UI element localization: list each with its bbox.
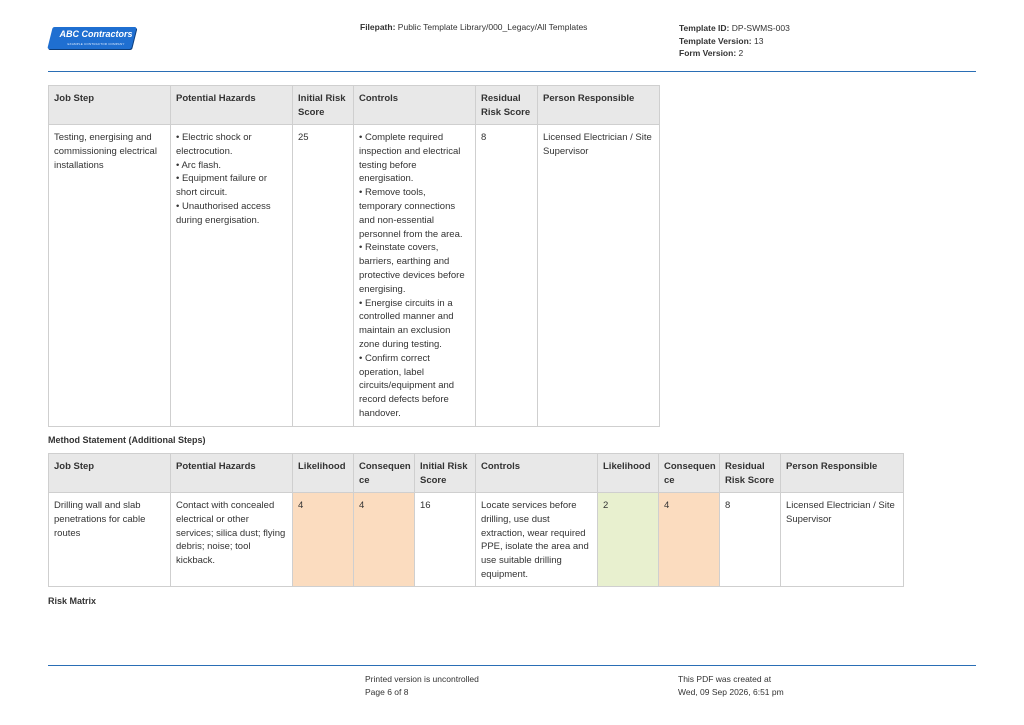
created-label: This PDF was created at [678, 674, 772, 684]
form-version-value: 2 [738, 48, 744, 58]
logo-subtext: EXAMPLE CONTRACTOR COMPANY [67, 42, 125, 46]
list-item: • Unauthorised access during energisation. [176, 200, 287, 228]
cell-initial-risk: 25 [293, 125, 354, 427]
table-header-row [49, 86, 660, 125]
hazard-list [176, 131, 287, 228]
cell-job-step: Testing, energising and commissioning electrical installations [49, 125, 171, 427]
col-controls: Controls [354, 86, 476, 125]
cell-consequence-initial: 4 [354, 493, 415, 587]
cell-hazards [171, 125, 293, 427]
form-version-label: Form Version: [679, 48, 737, 58]
cell-likelihood-initial: 4 [293, 493, 354, 587]
form-version [679, 47, 790, 60]
col-controls: Controls [476, 454, 598, 493]
list-item: • Remove tools, temporary connections and non-essential personnel from the area. [359, 186, 470, 241]
template-version [679, 35, 790, 48]
col-residual-consequence: Consequen ce [659, 454, 720, 493]
template-version-label: Template Version: [679, 35, 752, 46]
list-item: • Complete required inspection and electrical testing before energisation. [359, 131, 470, 186]
cell-controls: Locate services before drilling, use dust extraction, wear required PPE, isolate the area and use suitable drilling equipment. [476, 493, 598, 587]
col-initial-risk-score: Initial Risk Score [293, 86, 354, 125]
list-item: • Arc flash. [176, 159, 287, 173]
filepath-value: Public Template Library/000_Legacy/All Templates [397, 22, 588, 32]
table-header-row [49, 454, 904, 493]
template-meta [679, 22, 790, 60]
template-id [679, 22, 790, 35]
cell-initial-risk: 16 [415, 493, 476, 587]
template-version-value: 13 [753, 35, 764, 46]
col-potential-hazards: Potential Hazards [171, 86, 293, 125]
filepath [360, 22, 587, 32]
cell-job-step: Drilling wall and slab penetrations for cable routes [49, 493, 171, 587]
cell-consequence-residual: 4 [659, 493, 720, 587]
template-id-value: DP-SWMS-003 [731, 23, 790, 33]
col-residual-likelihood: Likelihood [598, 454, 659, 493]
list-item: • Confirm correct operation, label circuits/equipment and record defects before handover. [359, 352, 470, 421]
list-item: • Equipment failure or short circuit. [176, 172, 287, 200]
method-statement-title: Method Statement (Additional Steps) [48, 435, 206, 445]
list-item: • Energise circuits in a controlled manner and maintain an exclusion zone during testing. [359, 297, 470, 352]
method-statement-table [48, 453, 904, 587]
list-item: • Reinstate covers, barriers, earthing and protective devices before energising. [359, 241, 470, 296]
created-timestamp: Wed, 09 Sep 2026, 6:51 pm [678, 686, 784, 697]
footer-divider [48, 665, 976, 666]
uncontrolled-notice: Printed version is uncontrolled [365, 674, 479, 684]
col-initial-risk-score: Initial Risk Score [415, 454, 476, 493]
risk-matrix-title: Risk Matrix [48, 596, 97, 606]
filepath-label: Filepath: [360, 22, 396, 32]
cell-hazards: Contact with concealed electrical or other services; silica dust; flying debris; noise; tool kickback. [171, 493, 293, 587]
cell-person-responsible: Licensed Electrician / Site Supervisor [538, 125, 660, 427]
col-residual-risk-score: Residual Risk Score [720, 454, 781, 493]
cell-residual-risk: 8 [476, 125, 538, 427]
col-job-step: Job Step [49, 86, 171, 125]
logo-text: ABC Contractors [59, 29, 133, 39]
list-item: • Electric shock or electrocution. [176, 131, 287, 159]
col-likelihood: Likelihood [293, 454, 354, 493]
header-divider [48, 71, 976, 72]
col-residual-risk-score: Residual Risk Score [476, 86, 538, 125]
footer-right [678, 673, 784, 698]
template-id-label: Template ID: [679, 23, 730, 33]
footer-center [365, 673, 479, 698]
table-row [49, 493, 904, 587]
cell-residual-risk: 8 [720, 493, 781, 587]
cell-person-responsible: Licensed Electrician / Site Supervisor [781, 493, 904, 587]
col-consequence: Consequen ce [354, 454, 415, 493]
col-potential-hazards: Potential Hazards [171, 454, 293, 493]
page-number: Page 6 of 8 [365, 686, 409, 697]
col-person-responsible: Person Responsible [538, 86, 660, 125]
col-job-step: Job Step [49, 454, 171, 493]
table-row [49, 125, 660, 427]
controls-list [359, 131, 470, 421]
cell-likelihood-residual: 2 [598, 493, 659, 587]
risk-table [48, 85, 660, 427]
page-header [0, 0, 1024, 72]
col-person-responsible: Person Responsible [781, 454, 904, 493]
cell-controls [354, 125, 476, 427]
